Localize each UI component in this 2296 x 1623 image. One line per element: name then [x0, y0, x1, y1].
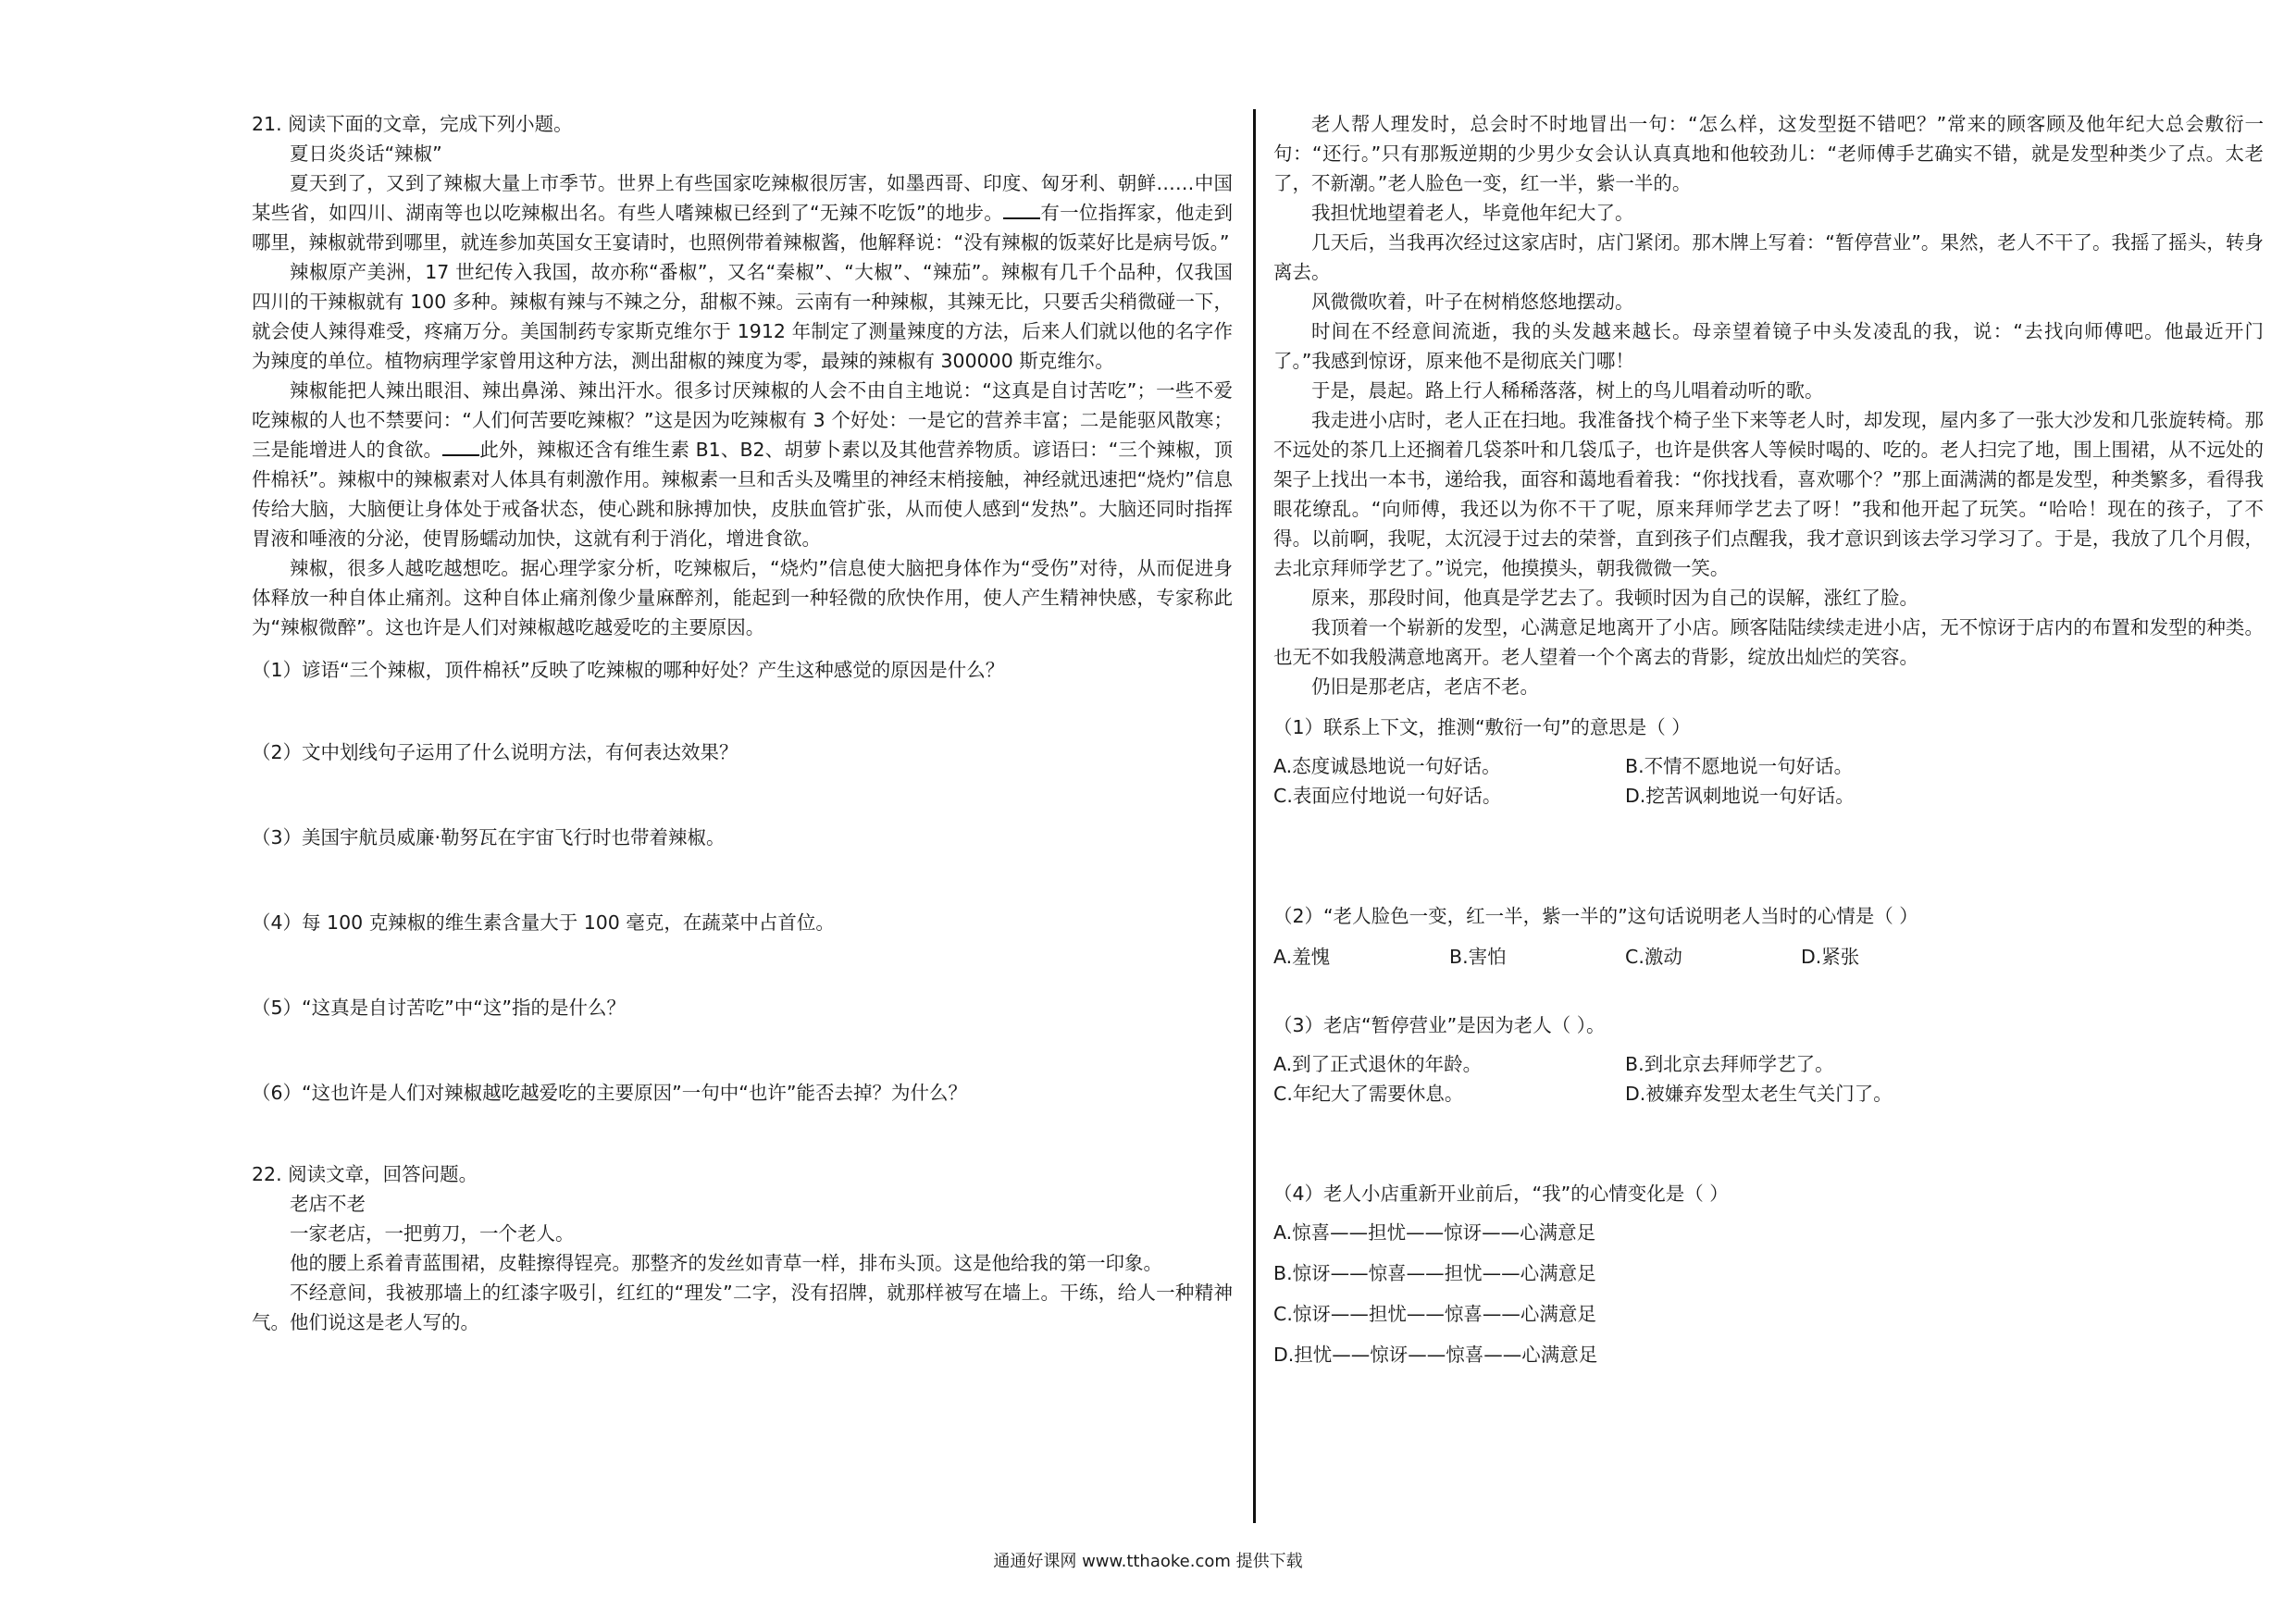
- paragraph: 辣椒，很多人越吃越想吃。据心理学家分析，吃辣椒后，“烧灼”信息使大脑把身体作为“受伤”对待，从而促进身体释放一种自体止痛剂。这种自体止痛剂像少量麻醉剂，能起到一种轻微的欣快作用，使人产生精神快感，专家称此为“辣椒微醉”。这也许是人们对辣椒越吃越爱吃的主要原因。: [252, 557, 1233, 638]
- paragraph: 几天后，当我再次经过这家店时，店门紧闭。那木牌上写着：“暂停营业”。果然，老人不干了。我摇了摇头，转身离去。: [1273, 231, 2264, 283]
- right-column: [1273, 109, 2264, 1369]
- paragraph: 我担忧地望着老人，毕竟他年纪大了。: [1311, 202, 1634, 224]
- option-d: D.挖苦讽刺地说一句好话。: [1625, 785, 1855, 807]
- options-grid: [1273, 1049, 2264, 1109]
- blank-underline: [1003, 201, 1040, 219]
- essay-title: 夏日炎炎话“辣椒”: [290, 142, 442, 165]
- blank-underline: [442, 438, 479, 456]
- options-grid: [1273, 751, 2264, 811]
- sub-question: （3）老店“暂停营业”是因为老人（ ）。: [1273, 1014, 1606, 1036]
- paragraph: 我顶着一个崭新的发型，心满意足地离开了小店。顾客陆陆续续走进小店，无不惊讶于店内的布置和发型的种类。也无不如我般满意地离开。老人望着一个个离去的背影，绽放出灿烂的笑容。: [1273, 616, 2264, 668]
- option-b: B.害怕: [1449, 946, 1507, 968]
- sub-question: （1）谚语“三个辣椒，顶件棉袄”反映了吃辣椒的哪种好处？产生这种感觉的原因是什么？: [252, 659, 1005, 681]
- paragraph: 时间在不经意间流逝，我的头发越来越长。母亲望着镜子中头发凌乱的我，说：“去找向师傅吧。他最近开门了。”我感到惊讶，原来他不是彻底关门哪！: [1273, 320, 2264, 372]
- sub-question: （1）联系上下文，推测“敷衍一句”的意思是（ ）: [1273, 716, 1691, 738]
- column-divider: [1253, 109, 1256, 1523]
- option-c: C.年纪大了需要休息。: [1273, 1083, 1464, 1105]
- option-b: B.到北京去拜师学艺了。: [1625, 1053, 1834, 1075]
- option-a: A.态度诚恳地说一句好话。: [1273, 755, 1501, 777]
- left-column: [252, 109, 1233, 1337]
- paragraph: 于是，晨起。路上行人稀稀落落，树上的鸟儿唱着动听的歌。: [1311, 379, 1824, 402]
- sub-question: （2）“老人脸色一变，红一半，紫一半的”这句话说明老人当时的心情是（ ）: [1273, 905, 1918, 927]
- option-c: C.激动: [1625, 946, 1682, 968]
- paragraph: 辣椒能把人辣出眼泪、辣出鼻涕、辣出汗水。很多讨厌辣椒的人会不由自主地说：“这真是自讨苦吃”；一些不爱吃辣椒的人也不禁要问：“人们何苦要吃辣椒？”这是因为吃辣椒有 3 个好处：一是它的营养丰富；二是能驱风散寒；三是能增进人的食欲。 此外，辣椒还含有维生素 B1、B2、胡萝卜素以及其他营养物质。谚语曰：“三个辣椒，顶件棉袄”。辣椒中的辣椒素对人体具有刺激作用。辣椒素一旦和舌头及嘴里的神经末梢接触，神经就迅速把“烧灼”信息传给大脑，大脑便让身体处于戒备状态，使心跳和脉搏加快，皮肤血管扩张，从而使人感到“发热”。大脑还同时指挥胃液和唾液的分泌，使胃肠蠕动加快，这就有利于消化，增进食欲。: [252, 379, 1234, 550]
- option-a: A.惊喜——担忧——惊讶——心满意足: [1273, 1221, 1596, 1244]
- option-a: A.羞愧: [1273, 946, 1331, 968]
- option-c: C.表面应付地说一句好话。: [1273, 785, 1502, 807]
- question-22-title: 22. 阅读文章，回答问题。: [252, 1163, 478, 1185]
- option-a: A.到了正式退休的年龄。: [1273, 1053, 1483, 1075]
- option-d: D.被嫌弃发型太老生气关门了。: [1625, 1083, 1893, 1105]
- essay-title: 老店不老: [290, 1193, 366, 1215]
- paragraph: 一家老店，一把剪刀，一个老人。: [290, 1222, 575, 1245]
- option-b: B.惊讶——惊喜——担忧——心满意足: [1273, 1262, 1596, 1284]
- paragraph: 夏天到了，又到了辣椒大量上市季节。世界上有些国家吃辣椒很厉害，如墨西哥、印度、匈牙利、朝鲜……中国某些省，如四川、湖南等也以吃辣椒出名。有些人嗜辣椒已经到了“无辣不吃饭”的地步。 有一位指挥家，他走到哪里，辣椒就带到哪里，就连参加英国女王宴请时，也照例带着辣椒酱，他解释说：“没有辣椒的饭菜好比是病号饭。”: [252, 172, 1233, 254]
- option-d: D.担忧——惊讶——惊喜——心满意足: [1273, 1344, 1598, 1366]
- paragraph: 我走进小店时，老人正在扫地。我准备找个椅子坐下来等老人时，却发现，屋内多了一张大沙发和几张旋转椅。那不远处的茶几上还搁着几袋茶叶和几袋瓜子，也许是供客人等候时喝的、吃的。老人扫完了地，围上围裙，从不远处的架子上找出一本书，递给我，面容和蔼地看着我：“你找找看，喜欢哪个？”那上面满满的都是发型，种类繁多，看得我眼花缭乱。“向师傅，我还以为你不干了呢，原来拜师学艺去了呀！”我和他开起了玩笑。“哈哈！现在的孩子，了不得。以前啊，我呢，太沉浸于过去的荣誉，直到孩子们点醒我，我才意识到该去学习学习了。于是，我放了几个月假，去北京拜师学艺了。”说完，他摸摸头，朝我微微一笑。: [1273, 409, 2264, 579]
- footer-credit: 通通好课网 www.tthaoke.com 提供下载: [993, 1552, 1303, 1571]
- paragraph: 不经意间，我被那墙上的红漆字吸引，红红的“理发”二字，没有招牌，就那样被写在墙上。干练，给人一种精神气。他们说这是老人写的。: [252, 1282, 1233, 1333]
- sub-question: （5）“这真是自讨苦吃”中“这”指的是什么？: [252, 997, 627, 1019]
- paragraph: 风微微吹着，叶子在树梢悠悠地摆动。: [1311, 291, 1634, 313]
- sub-question: （4）每 100 克辣椒的维生素含量大于 100 毫克，在蔬菜中占首位。: [252, 911, 835, 934]
- options-row: [1273, 942, 2264, 972]
- sub-question: （6）“这也许是人们对辣椒越吃越爱吃的主要原因”一句中“也许”能否去掉？为什么？: [252, 1082, 968, 1104]
- paragraph: 仍旧是那老店，老店不老。: [1311, 675, 1539, 698]
- paragraph: 他的腰上系着青蓝围裙，皮鞋擦得锃亮。那整齐的发丝如青草一样，排布头顶。这是他给我的第一印象。: [290, 1252, 1162, 1274]
- sub-question: （2）文中划线句子运用了什么说明方法，有何表达效果？: [252, 741, 738, 763]
- option-d: D.紧张: [1801, 946, 1860, 968]
- option-c: C.惊讶——担忧——惊喜——心满意足: [1273, 1303, 1596, 1325]
- paragraph: 老人帮人理发时，总会时不时地冒出一句：“怎么样，这发型挺不错吧？”常来的顾客顾及他年纪大总会敷衍一句：“还行。”只有那叛逆期的少男少女会认认真真地和他较劲儿：“老师傅手艺确实不错，就是发型种类少了点。太老了，不新潮。”老人脸色一变，红一半，紫一半的。: [1273, 113, 2264, 194]
- options-list: [1273, 1218, 2264, 1369]
- paragraph: 辣椒原产美洲，17 世纪传入我国，故亦称“番椒”，又名“秦椒”、“大椒”、“辣茄”。辣椒有几千个品种，仅我国四川的干辣椒就有 100 多种。辣椒有辣与不辣之分，甜椒不辣。云南有一种辣椒，其辣无比，只要舌尖稍微碰一下，就会使人辣得难受，疼痛万分。美国制药专家斯克维尔于 1912 年制定了测量辣度的方法，后来人们就以他的名字作为辣度的单位。植物病理学家曾用这种方法，测出甜椒的辣度为零，最辣的辣椒有 300000 斯克维尔。: [252, 261, 1233, 372]
- paragraph: 原来，那段时间，他真是学艺去了。我顿时因为自己的误解，涨红了脸。: [1311, 587, 1918, 609]
- question-21-title: 21. 阅读下面的文章，完成下列小题。: [252, 113, 573, 135]
- sub-question: （3）美国宇航员威廉·勒努瓦在宇宙飞行时也带着辣椒。: [252, 826, 726, 849]
- sub-question: （4）老人小店重新开业前后，“我”的心情变化是（ ）: [1273, 1183, 1729, 1205]
- option-b: B.不情不愿地说一句好话。: [1625, 755, 1854, 777]
